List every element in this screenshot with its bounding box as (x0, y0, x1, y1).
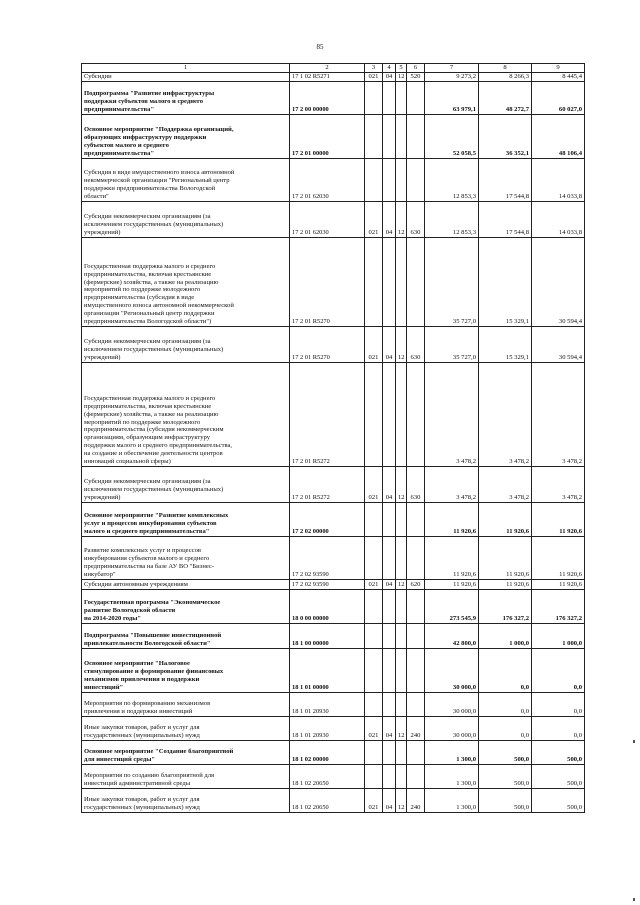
row-name: Основное мероприятие "Создание благоприятной для инвестиций среды" (82, 741, 290, 765)
row-v8: 500,0 (479, 765, 532, 789)
row-name: Субсидии некоммерческим организациям (за исключением государственных (муниципальных) учреждений) (82, 467, 290, 503)
row-name: Развитие комплексных услуг и процессов инкубирования субъектов малого и среднего предпринимательства на базе АУ ВО "Бизнес- инкубатор" (82, 537, 290, 580)
row-c4 (383, 765, 396, 789)
row-c4 (383, 741, 396, 765)
row-v9: 30 594,4 (532, 327, 585, 363)
row-code: 18 1 02 20650 (290, 765, 365, 789)
row-v9: 14 033,8 (532, 159, 585, 202)
row-name: Основное мероприятие "Поддержка организаций, образующих инфраструктуру поддержки субъектов малого и среднего предпринимательства" (82, 115, 290, 159)
row-c4 (383, 82, 396, 115)
row-v7: 30 000,0 (425, 649, 479, 693)
row-c6 (407, 624, 425, 649)
row-c5 (396, 115, 407, 159)
row-c3 (365, 159, 383, 202)
row-v8: 0,0 (479, 693, 532, 717)
row-v9: 1 000,0 (532, 624, 585, 649)
row-code: 17 2 01 62030 (290, 202, 365, 238)
row-code: 17 2 01 R5272 (290, 467, 365, 503)
row-name: Мероприятия по формированию механизмов привлечения и поддержки инвестиций (82, 693, 290, 717)
row-name: Государственная поддержка малого и среднего предпринимательства, включая крестьянские (фермерские) хозяйства, а также на реализацию мероприятий по поддержке молодежного предпринимательства (субсидия некоммерческим организациям, образующим инфраструктуру поддержки малого и среднего предпринимательства, на создание и обеспечение деятельности центров инноваций социальной сферы) (82, 363, 290, 467)
row-code: 17 2 01 R5270 (290, 327, 365, 363)
row-name: Субсидии некоммерческим организациям (за исключением государственных (муниципальных) учреждений) (82, 202, 290, 238)
header-col-5: 5 (396, 64, 407, 73)
row-v9: 11 920,6 (532, 503, 585, 537)
row-v8: 48 272,7 (479, 82, 532, 115)
row-c6: 630 (407, 467, 425, 503)
row-c4 (383, 159, 396, 202)
row-c3 (365, 590, 383, 624)
row-v7: 11 920,6 (425, 537, 479, 580)
table-row (82, 503, 585, 537)
row-c4: 04 (383, 467, 396, 503)
row-v7: 35 727,0 (425, 238, 479, 327)
margin-mark (633, 740, 635, 743)
row-name: Субсидии автономным учреждениям (82, 580, 290, 590)
header-col-9: 9 (532, 64, 585, 73)
row-code: 18 1 00 00000 (290, 624, 365, 649)
row-name: Подпрограмма "Повышение инвестиционной привлекательности Вологодской области" (82, 624, 290, 649)
header-col-6: 6 (407, 64, 425, 73)
header-col-8: 8 (479, 64, 532, 73)
table-row (82, 73, 585, 82)
table-row (82, 693, 585, 717)
row-name: Иные закупки товаров, работ и услуг для государственных (муниципальных) нужд (82, 789, 290, 813)
row-c3: 021 (365, 717, 383, 741)
row-c5: 12 (396, 327, 407, 363)
row-c3 (365, 82, 383, 115)
row-code: 17 2 01 R5272 (290, 363, 365, 467)
row-c4: 04 (383, 789, 396, 813)
margin-mark (633, 898, 635, 901)
table-row (82, 238, 585, 327)
table-row (82, 789, 585, 813)
row-c4 (383, 363, 396, 467)
row-v8: 11 920,6 (479, 503, 532, 537)
table-row (82, 580, 585, 590)
row-c3 (365, 363, 383, 467)
row-name: Государственная поддержка малого и среднего предпринимательства, включая крестьянские (фермерские) хозяйства, а также на реализацию мероприятий по поддержке молодежного предпринимательства (субсидия в виде имущественного взноса автономной некоммерческой организации "Региональный центр поддержки предпринимательства Вологодской области") (82, 238, 290, 327)
row-c3 (365, 238, 383, 327)
row-c6: 240 (407, 789, 425, 813)
row-c3: 021 (365, 73, 383, 82)
row-v9: 500,0 (532, 741, 585, 765)
row-v7: 3 478,2 (425, 363, 479, 467)
row-c4 (383, 624, 396, 649)
row-name: Государственная программа "Экономическое развитие Вологодской области на 2014-2020 годы" (82, 590, 290, 624)
row-v7: 1 300,0 (425, 789, 479, 813)
row-v9: 11 920,6 (532, 580, 585, 590)
row-c4: 04 (383, 327, 396, 363)
row-c6 (407, 693, 425, 717)
row-v8: 3 478,2 (479, 363, 532, 467)
row-code: 17 2 02 93590 (290, 580, 365, 590)
row-v7: 42 800,0 (425, 624, 479, 649)
table-row (82, 590, 585, 624)
table-row (82, 202, 585, 238)
row-c4: 04 (383, 580, 396, 590)
row-c6 (407, 363, 425, 467)
row-c3: 021 (365, 467, 383, 503)
row-code: 18 1 01 00000 (290, 649, 365, 693)
row-c4 (383, 503, 396, 537)
row-v8: 15 329,1 (479, 327, 532, 363)
row-v8: 0,0 (479, 649, 532, 693)
row-code: 17 2 02 93590 (290, 537, 365, 580)
row-v7: 3 478,2 (425, 467, 479, 503)
row-c4: 04 (383, 717, 396, 741)
column-header-row (82, 64, 585, 73)
row-c3 (365, 503, 383, 537)
row-v9: 3 478,2 (532, 467, 585, 503)
row-name: Иные закупки товаров, работ и услуг для государственных (муниципальных) нужд (82, 717, 290, 741)
row-v7: 12 853,3 (425, 159, 479, 202)
row-c3 (365, 765, 383, 789)
row-v8: 176 327,2 (479, 590, 532, 624)
header-col-7: 7 (425, 64, 479, 73)
row-v9: 14 033,8 (532, 202, 585, 238)
row-v8: 500,0 (479, 741, 532, 765)
row-c6 (407, 765, 425, 789)
table-row (82, 717, 585, 741)
row-c5: 12 (396, 202, 407, 238)
row-v8: 8 266,3 (479, 73, 532, 82)
row-name: Субсидии (82, 73, 290, 82)
row-code: 18 0 00 00000 (290, 590, 365, 624)
row-c5: 12 (396, 73, 407, 82)
row-v8: 11 920,6 (479, 580, 532, 590)
row-c5 (396, 741, 407, 765)
row-c6 (407, 238, 425, 327)
row-v8: 1 000,0 (479, 624, 532, 649)
row-v7: 11 920,6 (425, 580, 479, 590)
table-body (82, 73, 585, 813)
row-c3: 021 (365, 789, 383, 813)
row-v8: 17 544,8 (479, 202, 532, 238)
row-name: Субсидия в виде имущественного взноса автономной некоммерческой организации "Региональный центр поддержки предпринимательства Вологодской области" (82, 159, 290, 202)
row-c4 (383, 693, 396, 717)
row-code: 17 2 01 62030 (290, 159, 365, 202)
row-v7: 1 300,0 (425, 765, 479, 789)
row-c5 (396, 624, 407, 649)
row-v7: 12 853,3 (425, 202, 479, 238)
row-v7: 1 300,0 (425, 741, 479, 765)
row-c6: 630 (407, 202, 425, 238)
row-c5 (396, 693, 407, 717)
table-row (82, 327, 585, 363)
row-c6: 630 (407, 327, 425, 363)
row-c4 (383, 537, 396, 580)
row-code: 18 1 02 20650 (290, 789, 365, 813)
row-v9: 500,0 (532, 765, 585, 789)
row-c6 (407, 537, 425, 580)
row-v7: 35 727,0 (425, 327, 479, 363)
budget-table (81, 63, 585, 813)
row-c3 (365, 624, 383, 649)
row-code: 17 2 00 00000 (290, 82, 365, 115)
row-v7: 52 058,5 (425, 115, 479, 159)
row-c5: 12 (396, 580, 407, 590)
row-c4 (383, 238, 396, 327)
row-v9: 500,0 (532, 789, 585, 813)
header-col-3: 3 (365, 64, 383, 73)
row-v8: 500,0 (479, 789, 532, 813)
row-v8: 11 920,6 (479, 537, 532, 580)
row-code: 17 1 02 R5271 (290, 73, 365, 82)
row-c5 (396, 590, 407, 624)
row-c3: 021 (365, 580, 383, 590)
row-v8: 36 352,1 (479, 115, 532, 159)
header-col-4: 4 (383, 64, 396, 73)
row-c5 (396, 537, 407, 580)
row-c6 (407, 503, 425, 537)
table-row (82, 115, 585, 159)
row-v8: 17 544,8 (479, 159, 532, 202)
row-v9: 0,0 (532, 693, 585, 717)
table-row (82, 537, 585, 580)
row-code: 18 1 02 00000 (290, 741, 365, 765)
row-c6: 520 (407, 73, 425, 82)
row-v8: 0,0 (479, 717, 532, 741)
row-v7: 11 920,6 (425, 503, 479, 537)
row-c5: 12 (396, 717, 407, 741)
page-number: 85 (316, 43, 324, 51)
row-name: Основное мероприятие "Развитие комплексных услуг и процессов инкубирования субъектов малого и среднего предпринимательства" (82, 503, 290, 537)
row-c3: 021 (365, 202, 383, 238)
row-c3 (365, 115, 383, 159)
row-c5 (396, 238, 407, 327)
row-v7: 30 000,0 (425, 693, 479, 717)
row-c3 (365, 693, 383, 717)
row-v9: 30 594,4 (532, 238, 585, 327)
row-code: 18 1 01 20930 (290, 693, 365, 717)
row-v7: 273 545,9 (425, 590, 479, 624)
row-c4 (383, 590, 396, 624)
row-c6 (407, 115, 425, 159)
row-code: 17 2 01 R5270 (290, 238, 365, 327)
row-c5 (396, 363, 407, 467)
table-row (82, 467, 585, 503)
row-code: 17 2 02 00000 (290, 503, 365, 537)
row-c5 (396, 765, 407, 789)
table-row (82, 363, 585, 467)
row-v8: 15 329,1 (479, 238, 532, 327)
row-c6: 620 (407, 580, 425, 590)
row-code: 17 2 01 00000 (290, 115, 365, 159)
row-name: Подпрограмма "Развитие инфраструктуры поддержки субъектов малого и среднего предпринимательства" (82, 82, 290, 115)
row-c3 (365, 741, 383, 765)
row-c5: 12 (396, 467, 407, 503)
row-v9: 0,0 (532, 649, 585, 693)
row-c6: 240 (407, 717, 425, 741)
row-c6 (407, 159, 425, 202)
table-row (82, 82, 585, 115)
row-c3 (365, 649, 383, 693)
row-name: Субсидии некоммерческим организациям (за исключением государственных (муниципальных) учреждений) (82, 327, 290, 363)
row-v7: 9 273,2 (425, 73, 479, 82)
row-c4 (383, 115, 396, 159)
row-c4 (383, 649, 396, 693)
row-c5 (396, 82, 407, 115)
row-v9: 48 106,4 (532, 115, 585, 159)
row-v9: 8 445,4 (532, 73, 585, 82)
table-row (82, 741, 585, 765)
header-col-2: 2 (290, 64, 365, 73)
row-v9: 60 027,0 (532, 82, 585, 115)
row-c6 (407, 649, 425, 693)
row-c6 (407, 82, 425, 115)
row-v8: 3 478,2 (479, 467, 532, 503)
row-name: Основное мероприятие "Налоговое стимулирование и формирование финансовых механизмов привлечения и поддержки инвестиций" (82, 649, 290, 693)
table-row (82, 765, 585, 789)
header-col-1: 1 (82, 64, 290, 73)
row-v9: 0,0 (532, 717, 585, 741)
row-c6 (407, 590, 425, 624)
row-v7: 63 979,1 (425, 82, 479, 115)
row-c5 (396, 159, 407, 202)
row-v9: 3 478,2 (532, 363, 585, 467)
table-row (82, 649, 585, 693)
row-c3: 021 (365, 327, 383, 363)
row-c6 (407, 741, 425, 765)
row-v9: 176 327,2 (532, 590, 585, 624)
table-row (82, 159, 585, 202)
row-c5 (396, 503, 407, 537)
row-c3 (365, 537, 383, 580)
row-c4: 04 (383, 73, 396, 82)
table-row (82, 624, 585, 649)
row-v9: 11 920,6 (532, 537, 585, 580)
row-code: 18 1 01 20930 (290, 717, 365, 741)
row-name: Мероприятия по созданию благоприятной для инвестиций административной среды (82, 765, 290, 789)
row-c5 (396, 649, 407, 693)
row-v7: 30 000,0 (425, 717, 479, 741)
row-c5: 12 (396, 789, 407, 813)
row-c4: 04 (383, 202, 396, 238)
